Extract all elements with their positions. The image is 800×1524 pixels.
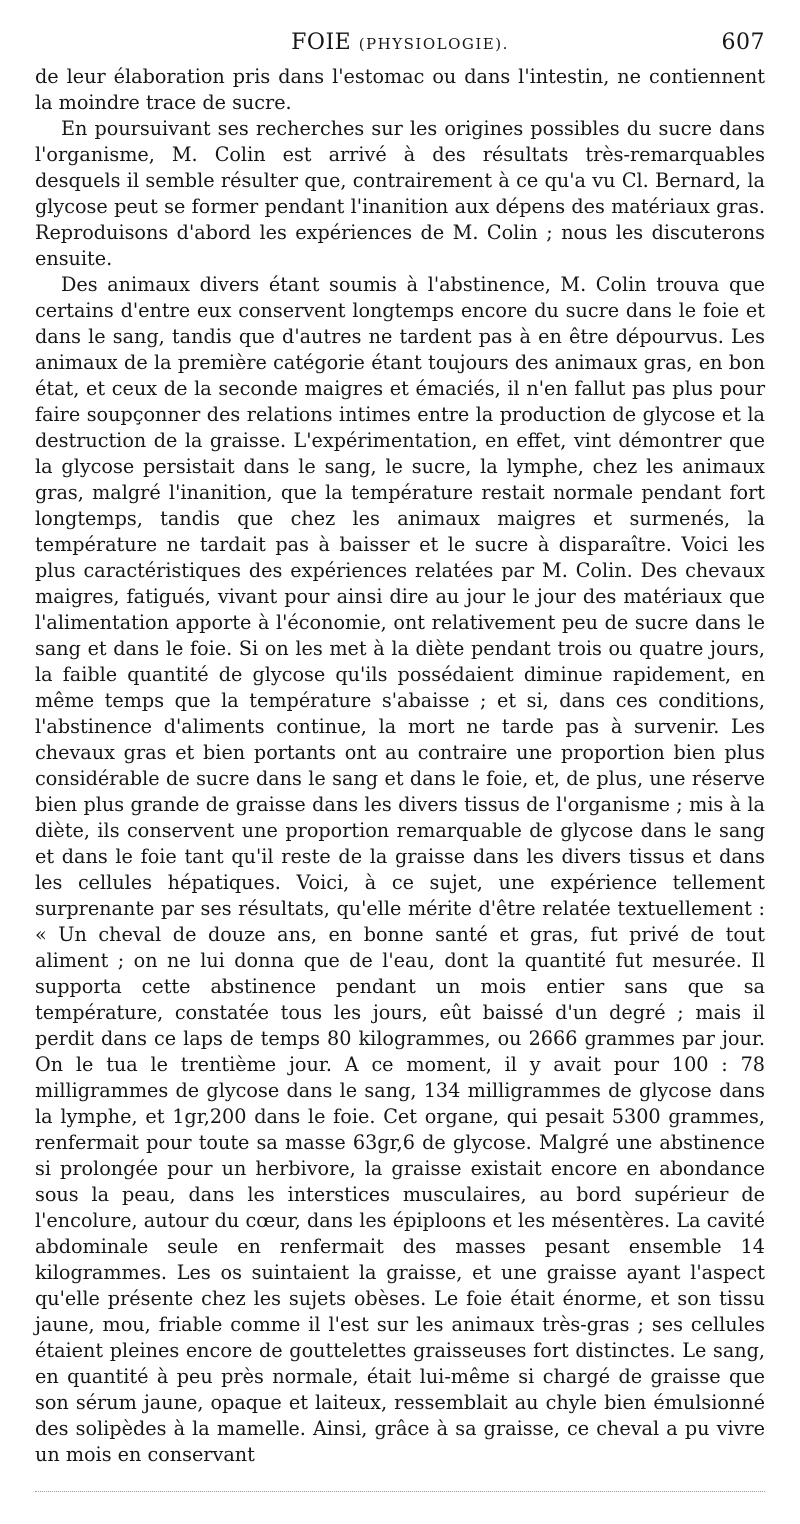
footer-dotted-rule [35, 1491, 765, 1492]
running-title [35, 30, 765, 55]
paragraph-continuation: de leur élaboration pris dans l'estomac ou dans l'intestin, ne contiennent la moindre trace de sucre. [35, 65, 765, 114]
page-number: 607 [721, 30, 765, 55]
paragraph-abstinence-experiments: Des animaux divers étant soumis à l'abstinence, M. Colin trouva que certains d'entre eux conservent longtemps encore du sucre dans le foie et dans le sang, tandis que d'autres ne tardent pas à en être dépourvus. Les animaux de la première catégorie étant toujours des animaux gras, en bon état, et ceux de la seconde maigres et émaciés, il n'en fallut pas plus pour faire soupçonner des relations intimes entre la production de glycose et la destruction de la graisse. L'expérimentation, en effet, vint démontrer que la glycose persistait dans le sang, le sucre, la lymphe, chez les animaux gras, malgré l'inanition, que la température restait normale pendant fort longtemps, tandis que chez les animaux maigres et surmenés, la température ne tardait pas à baisser et le sucre à disparaître. Voici les plus caractéristiques des expériences relatées par M. Colin. Des chevaux maigres, fatigués, vivant pour ainsi dire au jour le jour des matériaux que l'alimentation apporte à l'économie, ont relativement peu de sucre dans le sang et dans le foie. Si on les met à la diète pendant trois ou quatre jours, la faible quantité de glycose qu'ils possédaient diminue rapidement, en même temps que la température s'abaisse ; et si, dans ces conditions, l'abstinence d'aliments continue, la mort ne tarde pas à survenir. Les chevaux gras et bien portants ont au contraire une proportion bien plus considérable de sucre dans le sang et dans le foie, et, de plus, une réserve bien plus grande de graisse dans les divers tissus de l'organisme ; mis à la diète, ils conservent une proportion remarquable de glycose dans le sang et dans le foie tant qu'il reste de la graisse dans les divers tissus et dans les cellules hépatiques. Voici, à ce sujet, une expérience tellement surprenante par ses résultats, qu'elle mérite d'être relatée textuellement : « Un cheval de douze ans, en bonne santé et gras, fut privé de tout aliment ; on ne lui donna que de l'eau, dont la quantité fut mesurée. Il supporta cette abstinence pendant un mois entier sans que sa température, constatée tous les jours, eût baissé d'un degré ; mais il perdit dans ce laps de temps 80 kilogrammes, ou 2666 grammes par jour. On le tua le trentième jour. A ce moment, il y avait pour 100 : 78 milligrammes de glycose dans le sang, 134 milligrammes de glycose dans la lymphe, et 1gr,200 dans le foie. Cet organe, qui pesait 5300 grammes, renfermait pour toute sa masse 63gr,6 de glycose. Malgré une abstinence si prolongée pour un herbivore, la graisse existait encore en abondance sous la peau, dans les interstices musculaires, au bord supérieur de l'encolure, autour du cœur, dans les épiploons et les mésentères. La cavité abdominale seule en renfermait des masses pesant ensemble 14 kilogrammes. Les os suintaient la graisse, et une graisse ayant l'aspect qu'elle présente chez les sujets obèses. Le foie était énorme, et son tissu jaune, mou, friable comme il l'est sur les animaux très-gras ; ses cellules étaient pleines encore de gouttelettes graisseuses fort distinctes. Le sang, en quantité à peu près normale, était lui-même si chargé de graisse que son sérum jaune, opaque et laiteux, ressemblait au chyle bien émulsionné des solipèdes à la mamelle. Ainsi, grâce à sa graisse, ce cheval a pu vivre un mois en conservant [35, 273, 765, 1466]
body-text [35, 64, 765, 1468]
paragraph-colin-research: En poursuivant ses recherches sur les origines possibles du sucre dans l'organisme, M. Colin est arrivé à des résultats très-remarquables desquels il semble résulter que, contrairement à ce qu'a vu Cl. Bernard, la glycose peut se former pendant l'inanition aux dépens des matériaux gras. Reproduisons d'abord les expériences de M. Colin ; nous les discuterons ensuite. [35, 117, 765, 270]
running-title-main: FOIE [291, 30, 359, 55]
running-title-sub: (PHYSIOLOGIE). [358, 35, 509, 53]
running-head [35, 30, 765, 64]
